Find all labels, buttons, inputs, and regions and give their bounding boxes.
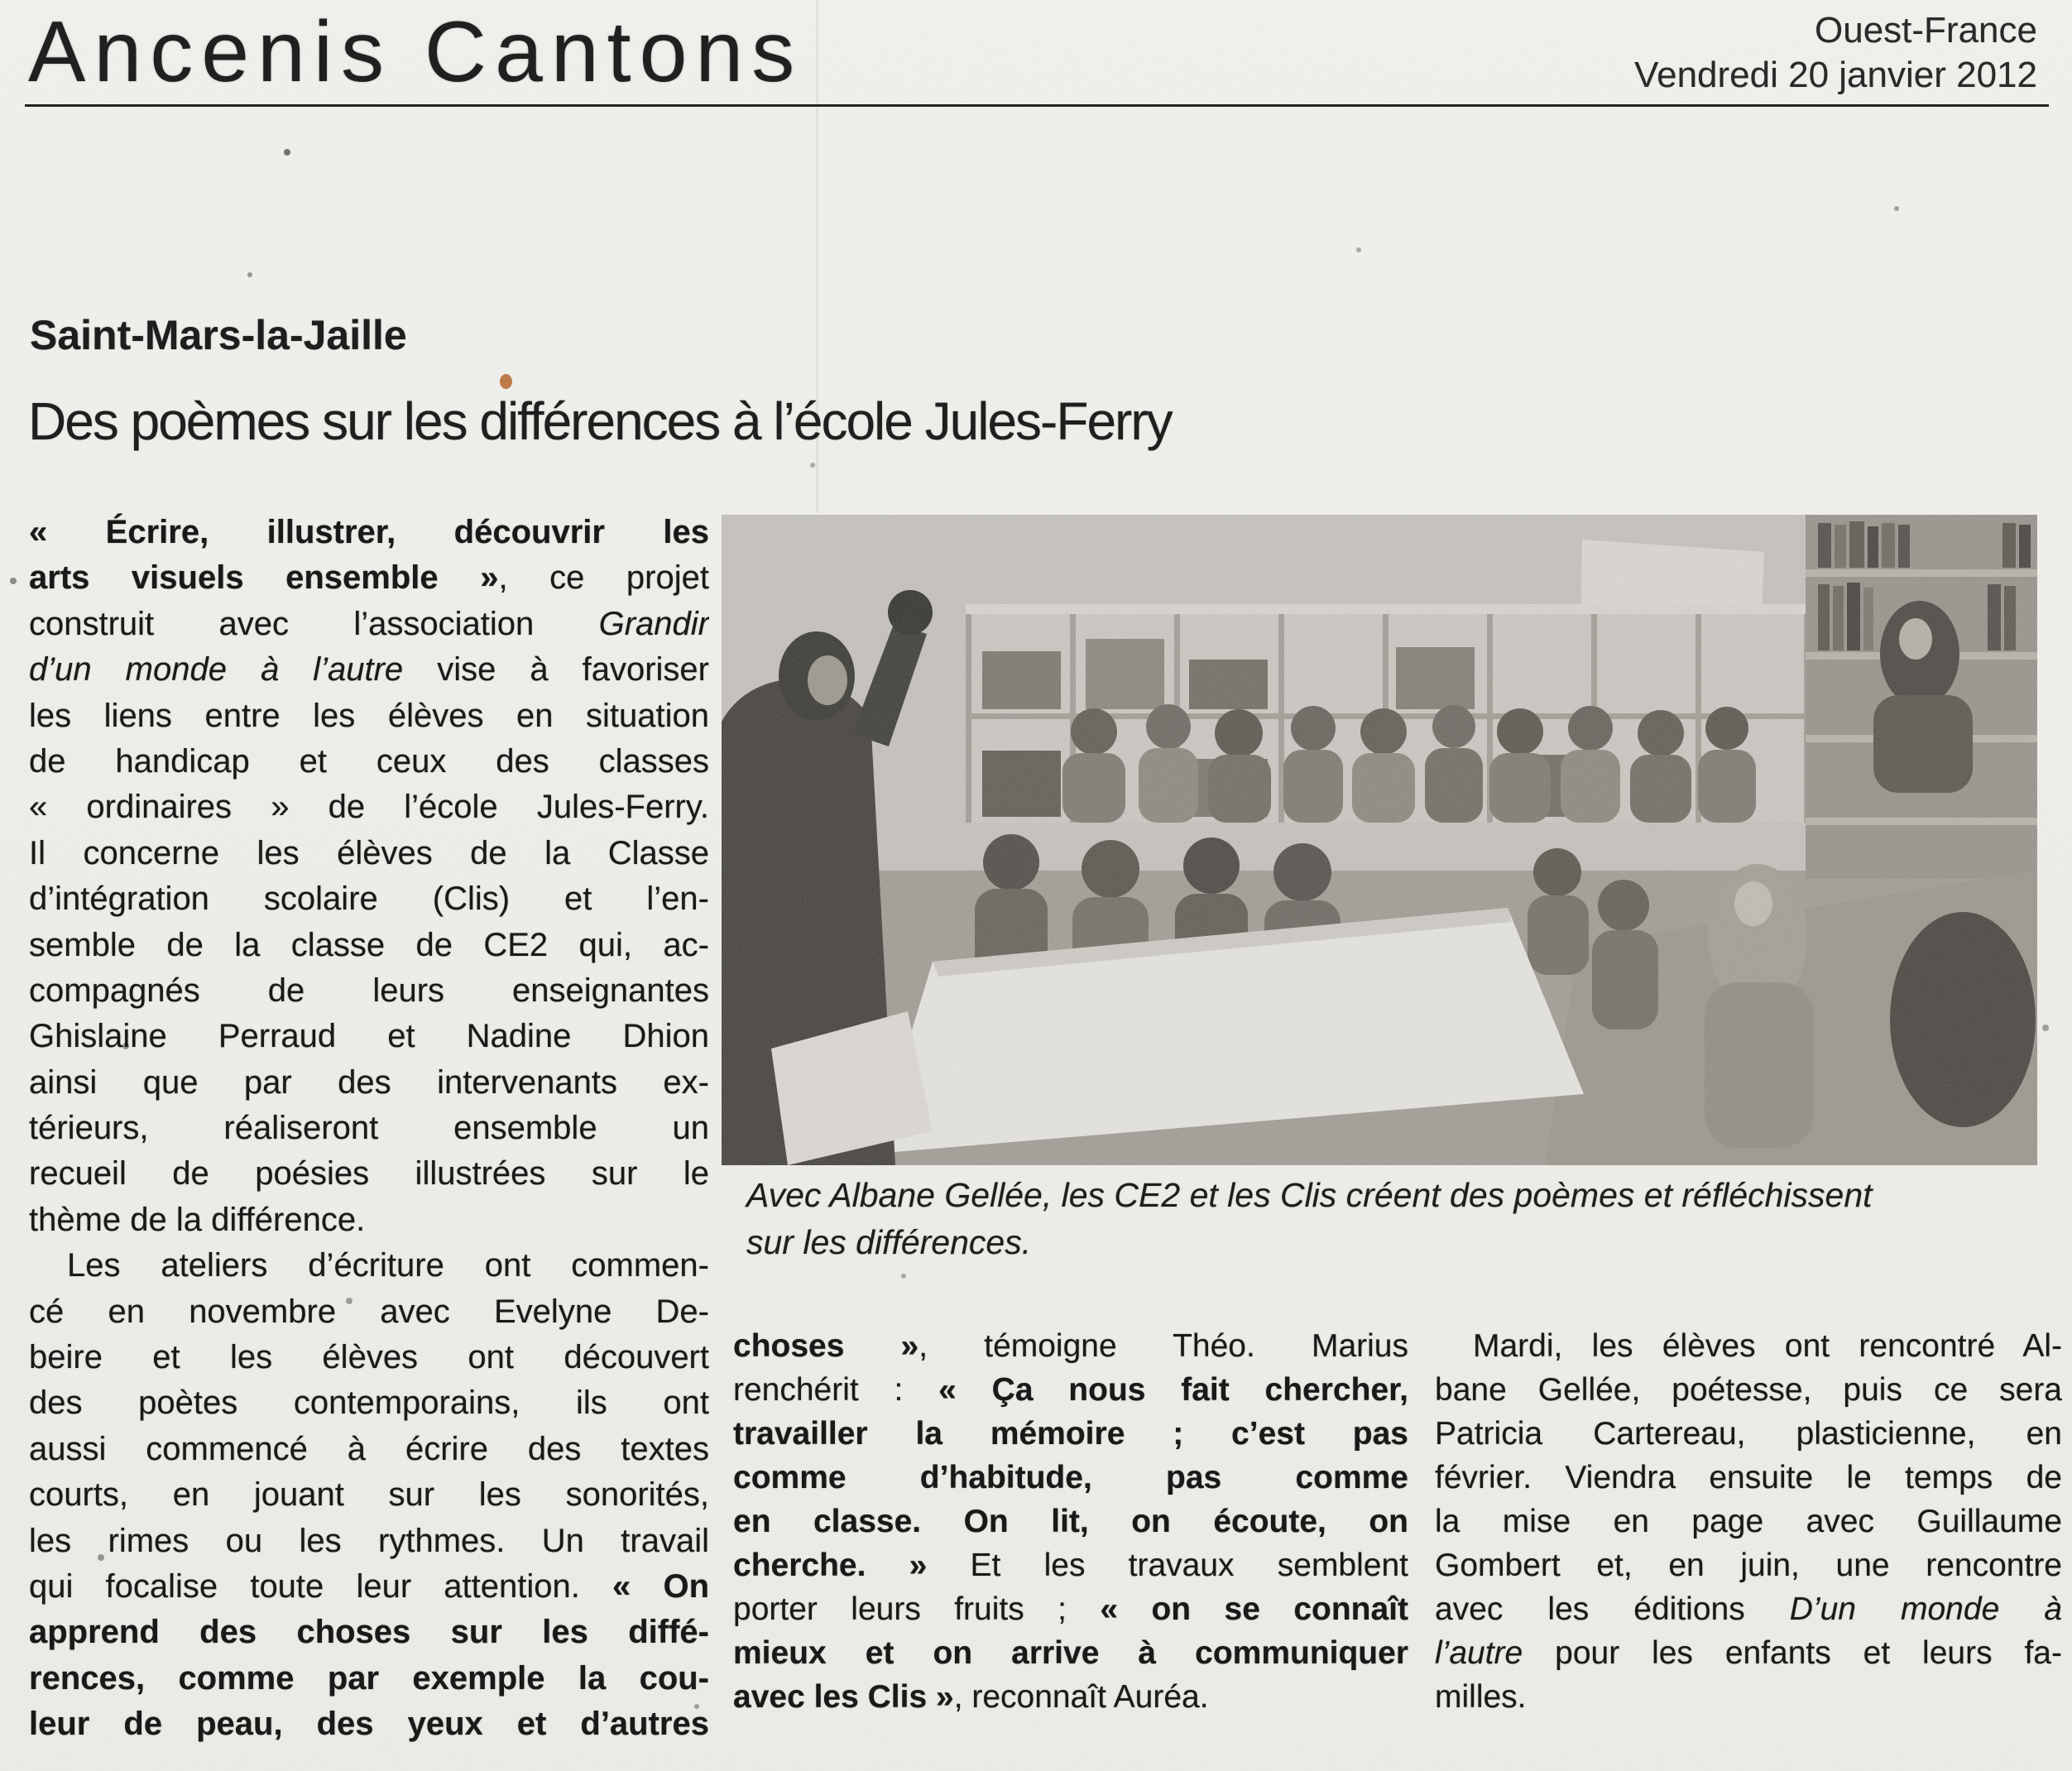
text-line xyxy=(29,602,709,647)
text-line xyxy=(29,1197,709,1243)
text-segment: Il concerne les élèves de la Classe xyxy=(29,834,709,871)
text-segment: Et les travaux semblent xyxy=(927,1548,1408,1583)
text-segment: qui focalise toute leur attention. xyxy=(29,1567,613,1605)
text-segment: , témoigne Théo. Marius xyxy=(918,1328,1408,1364)
text-segment: pour les enfants et leurs fa- xyxy=(1523,1635,2062,1671)
text-line xyxy=(29,1701,709,1747)
text-segment: leur de peau, des yeux et d’autres xyxy=(29,1706,709,1743)
text-segment: , ce projet xyxy=(498,559,709,597)
text-line xyxy=(29,1060,709,1106)
text-segment: « Écrire, illustrer, découvrir les xyxy=(29,514,709,550)
text-segment: travailler la mémoire ; c’est pas xyxy=(733,1416,1408,1452)
text-line xyxy=(1435,1412,2062,1456)
text-segment: février. Viendra ensuite le temps de xyxy=(1435,1460,2062,1495)
text-segment: bane Gellée, poétesse, puis ce sera xyxy=(1435,1372,2062,1408)
classroom-photo-illustration xyxy=(722,515,2037,1165)
text-segment: cé en novembre avec Evelyne De- xyxy=(29,1293,709,1330)
paper-name: Ouest-France xyxy=(1815,10,2037,50)
article-headline: Des poèmes sur les différences à l’école Jules-Ferry xyxy=(28,391,1172,451)
text-line xyxy=(733,1412,1408,1456)
text-line xyxy=(29,1106,709,1151)
text-segment: « Ça nous fait chercher, xyxy=(938,1372,1408,1408)
text-line xyxy=(1435,1500,2062,1543)
scan-crease-line xyxy=(816,0,818,513)
text-segment: Ghislaine Perraud et Nadine Dhion xyxy=(29,1018,709,1055)
text-line xyxy=(29,968,709,1014)
kicker-town-name: Saint-Mars-la-Jaille xyxy=(30,312,407,358)
issue-date: Vendredi 20 janvier 2012 xyxy=(1634,55,2037,95)
text-segment: vise à favoriser xyxy=(403,651,709,689)
text-segment: arts visuels ensemble » xyxy=(29,559,499,597)
text-segment: en classe. On lit, on écoute, on xyxy=(733,1504,1408,1539)
text-segment: thème de la différence. xyxy=(29,1201,366,1238)
text-segment: d’un monde à l’autre xyxy=(29,651,404,689)
photo-caption xyxy=(746,1172,2037,1266)
text-line xyxy=(29,1472,709,1518)
article-column-right xyxy=(1435,1324,2062,1719)
text-line xyxy=(1435,1587,2062,1631)
text-segment: choses » xyxy=(733,1328,919,1364)
text-segment: térieurs, réaliseront ensemble un xyxy=(29,1110,709,1147)
text-line xyxy=(733,1543,1408,1587)
text-line xyxy=(29,647,709,693)
text-line xyxy=(1435,1456,2062,1500)
text-line xyxy=(29,1564,709,1610)
text-line xyxy=(29,1610,709,1655)
text-segment: porter leurs fruits ; xyxy=(733,1591,1101,1627)
masthead-divider xyxy=(25,104,2049,107)
photo-caption-line-1: Avec Albane Gellée, les CE2 et les Clis créent des poèmes et réfléchissent xyxy=(746,1176,1873,1214)
text-line xyxy=(29,831,709,876)
text-segment: apprend des choses sur les diffé- xyxy=(29,1614,709,1651)
text-segment: la mise en page avec Guillaume xyxy=(1435,1504,2062,1539)
text-segment: D’un monde à xyxy=(1789,1591,2062,1627)
text-line xyxy=(29,1335,709,1380)
text-line xyxy=(29,923,709,968)
text-segment: cherche. » xyxy=(733,1548,928,1583)
text-segment: compagnés de leurs enseignantes xyxy=(29,972,709,1009)
scan-stain xyxy=(500,374,512,389)
text-line xyxy=(733,1631,1408,1675)
text-line xyxy=(29,876,709,922)
text-segment: de handicap et ceux des classes xyxy=(29,742,709,780)
text-line xyxy=(733,1324,1408,1368)
text-line xyxy=(1435,1675,2062,1719)
text-line xyxy=(29,739,709,785)
text-segment: , reconnaît Auréa. xyxy=(953,1679,1209,1715)
text-segment: construit avec l’association xyxy=(29,605,599,642)
text-line xyxy=(733,1456,1408,1500)
text-line xyxy=(29,785,709,830)
text-line xyxy=(29,1656,709,1701)
text-line xyxy=(1435,1631,2062,1675)
text-segment: d’intégration scolaire (Clis) et l’en- xyxy=(29,881,709,918)
masthead-title: Ancenis Cantons xyxy=(28,4,803,100)
text-line xyxy=(733,1675,1408,1719)
article-column-middle xyxy=(733,1324,1408,1719)
text-line xyxy=(29,1289,709,1335)
text-line xyxy=(1435,1324,2062,1368)
text-line xyxy=(29,1151,709,1197)
text-segment: Patricia Cartereau, plasticienne, en xyxy=(1435,1416,2062,1452)
text-line xyxy=(29,1427,709,1472)
text-line xyxy=(733,1368,1408,1412)
text-segment: avec les éditions xyxy=(1435,1591,1790,1627)
text-line xyxy=(29,555,709,601)
text-segment: Grandir xyxy=(598,605,709,642)
text-segment: « on se connaît xyxy=(1100,1591,1408,1627)
article-photo xyxy=(722,515,2037,1165)
text-segment: milles. xyxy=(1435,1679,1527,1715)
text-segment: avec les Clis » xyxy=(733,1679,954,1715)
text-segment: ainsi que par des intervenants ex- xyxy=(29,1063,709,1101)
text-segment: « On xyxy=(612,1567,709,1605)
text-segment: Les ateliers d’écriture ont commen- xyxy=(67,1247,709,1284)
text-segment: des poètes contemporains, ils ont xyxy=(29,1385,709,1422)
text-line xyxy=(29,1380,709,1426)
text-line xyxy=(29,510,709,555)
text-segment: rences, comme par exemple la cou- xyxy=(29,1659,709,1697)
text-segment: courts, en jouant sur les sonorités, xyxy=(29,1476,709,1514)
text-line xyxy=(733,1500,1408,1543)
text-segment: beire et les élèves ont découvert xyxy=(29,1339,709,1376)
photo-caption-line-2: sur les différences. xyxy=(746,1223,1032,1261)
text-segment: les liens entre les élèves en situation xyxy=(29,697,709,734)
issue-info xyxy=(1634,8,2037,98)
text-segment: « ordinaires » de l’école Jules-Ferry. xyxy=(29,789,709,826)
text-segment: semble de la classe de CE2 qui, ac- xyxy=(29,926,709,963)
text-segment: mieux et on arrive à communiquer xyxy=(733,1635,1408,1671)
text-line xyxy=(29,1014,709,1059)
article-column-left xyxy=(29,510,709,1748)
text-segment: l’autre xyxy=(1435,1635,1523,1671)
text-segment: les rimes ou les rythmes. Un travail xyxy=(29,1522,709,1559)
text-segment: comme d’habitude, pas comme xyxy=(733,1460,1408,1495)
text-line xyxy=(29,1243,709,1289)
text-segment: renchérit : xyxy=(733,1372,939,1408)
text-segment: recueil de poésies illustrées sur le xyxy=(29,1155,709,1193)
text-line xyxy=(1435,1368,2062,1412)
text-segment: Gombert et, en juin, une rencontre xyxy=(1435,1548,2062,1583)
text-segment: aussi commencé à écrire des textes xyxy=(29,1430,709,1467)
text-line xyxy=(29,694,709,739)
text-line xyxy=(733,1587,1408,1631)
scan-speckles xyxy=(0,0,3,3)
text-segment: Mardi, les élèves ont rencontré Al- xyxy=(1473,1328,2062,1364)
text-line xyxy=(1435,1543,2062,1587)
text-line xyxy=(29,1519,709,1564)
